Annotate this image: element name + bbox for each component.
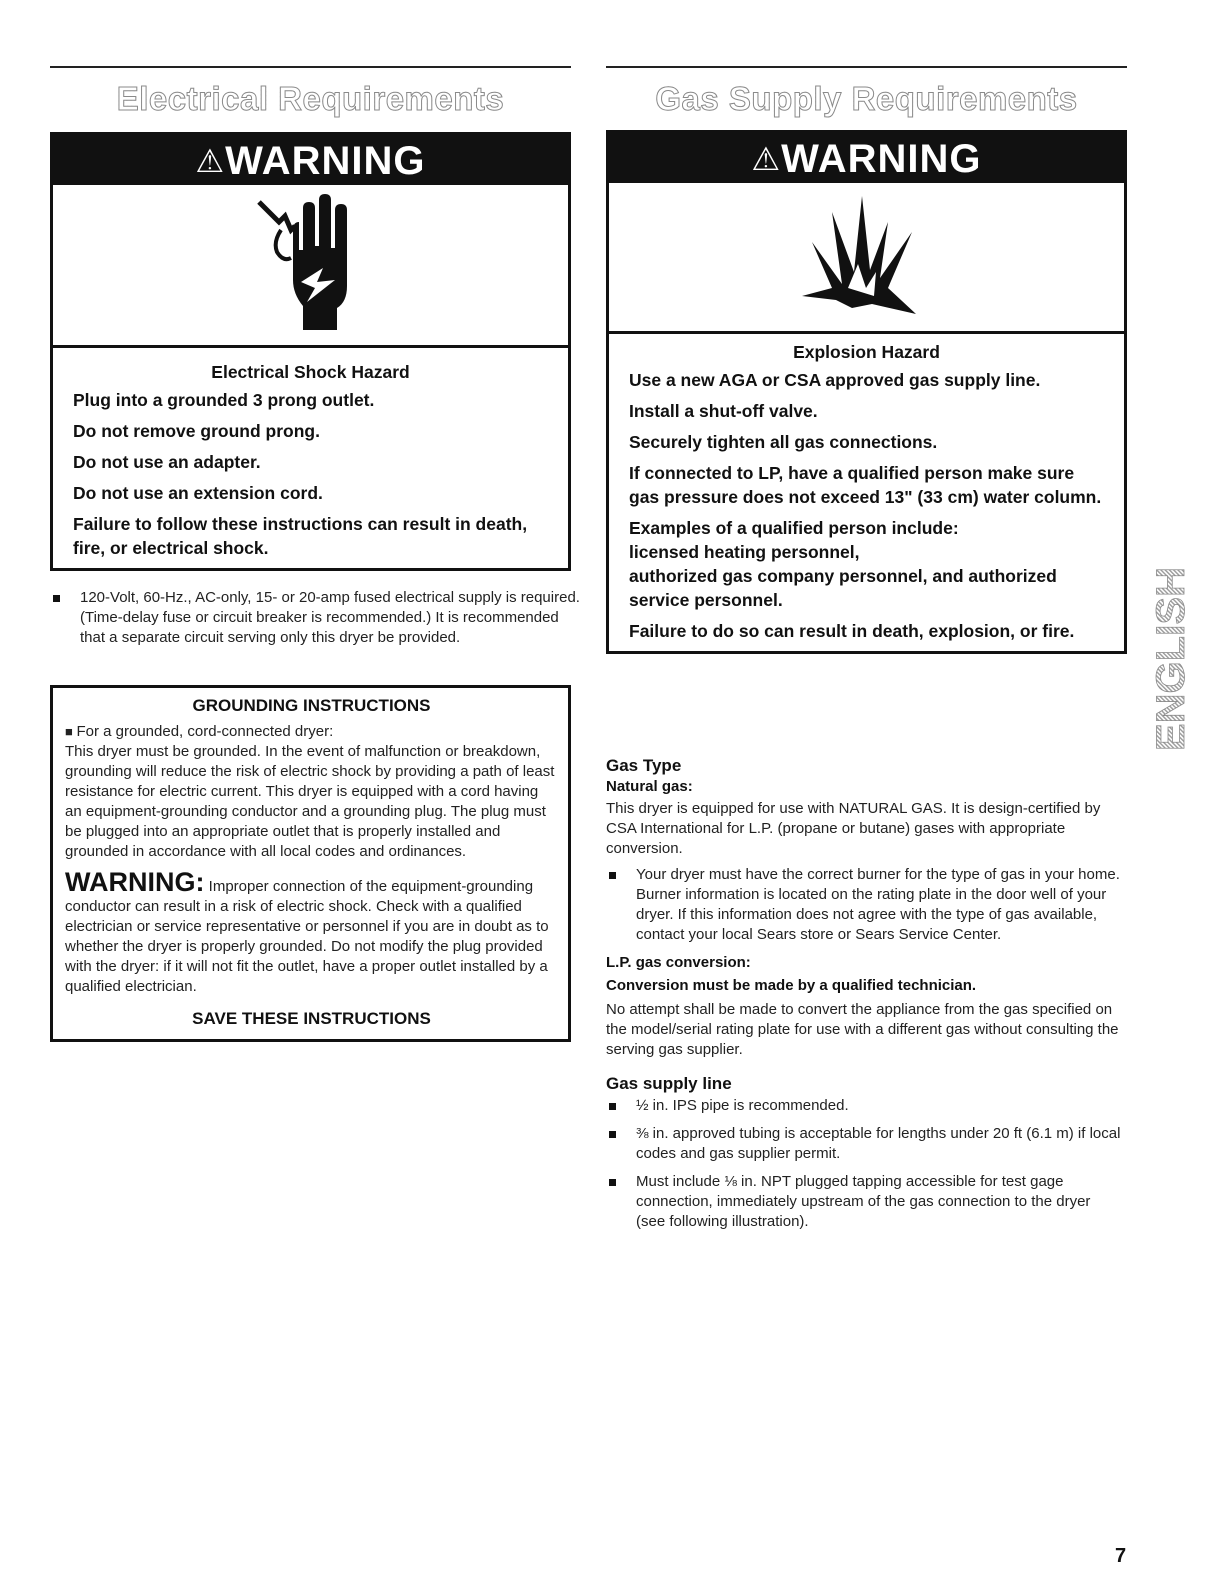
gas-supply-line-heading: Gas supply line	[606, 1074, 732, 1093]
warning-line: authorized gas company personnel, and authorized service personnel.	[629, 566, 1057, 610]
warning-line: If connected to LP, have a qualified person make sure gas pressure does not exceed 13" (33 cm) water column.	[629, 463, 1102, 507]
electrical-supply-bullet: 120-Volt, 60-Hz., AC-only, 15- or 20-amp fused electrical supply is required. (Time-delay fuse or circuit breaker is recommended.) It is recommended that a separate circuit serving only this dryer be provided.	[50, 588, 580, 648]
warning-line: Failure to follow these instructions can result in death, fire, or electrical shock.	[73, 514, 528, 558]
save-instructions: SAVE THESE INSTRUCTIONS	[192, 1009, 431, 1028]
warning-line: licensed heating personnel,	[629, 542, 860, 562]
electrical-warning-box	[50, 132, 571, 571]
side-tab-label: ENGLISH	[1151, 573, 1191, 751]
warning-header: ⚠WARNING	[609, 133, 1124, 183]
warning-triangle-icon: ⚠	[195, 143, 226, 179]
section-rule	[50, 66, 571, 68]
burner-bullet: Your dryer must have the correct burner for the type of gas in your home. Burner information is located on the rating plate in the door well of your dryer. If this information does not agree with the type of gas available, contact your local Sears store or Sears Service Center.	[606, 865, 1122, 945]
warning-line: Securely tighten all gas connections.	[629, 432, 938, 452]
grounding-bullet: ■ For a grounded, cord-connected dryer:	[65, 722, 558, 742]
supply-line-bullet: ½ in. IPS pipe is recommended.	[606, 1096, 1122, 1116]
warning-line: Examples of a qualified person include:	[629, 518, 959, 538]
lp-conversion-heading: L.P. gas conversion:	[606, 954, 751, 971]
grounding-instructions-box	[50, 685, 571, 1042]
grounding-warning-text: Improper connection of the equipment-grounding conductor can result in a risk of electric shock. Check with a qualified electrician or service representative or personnel if you are in doubt as to whether the dryer is properly grounded. Do not modify the plug provided with the dryer: if it will not fit the outlet, have a proper outlet installed by a qualified electrician.	[65, 878, 549, 995]
natural-gas-heading: Natural gas:	[606, 778, 693, 795]
hazard-title: Explosion Hazard	[793, 342, 940, 362]
gas-warning-box	[606, 130, 1127, 654]
grounding-text: This dryer must be grounded. In the event of malfunction or breakdown, grounding will reduce the risk of electric shock by providing a path of least resistance for electric current. This dryer is equipped with a cord having an equipment-grounding conductor and a grounding plug. The plug must be plugged into an appropriate outlet that is properly installed and grounded in accordance with all local codes and ordinances.	[65, 743, 555, 860]
warning-line: Failure to do so can result in death, explosion, or fire.	[629, 621, 1075, 641]
lp-conversion-text: No attempt shall be made to convert the appliance from the gas specified on the model/serial rating plate for use with a different gas without consulting the serving gas supplier.	[606, 1001, 1119, 1058]
gas-type-heading: Gas Type	[606, 756, 682, 775]
lp-conversion-bold: Conversion must be made by a qualified technician.	[606, 977, 977, 994]
electrical-warning-text	[53, 348, 568, 568]
gas-type-section	[606, 756, 1122, 1232]
warning-line: Do not use an extension cord.	[73, 483, 323, 503]
explosion-icon	[609, 183, 1124, 334]
warning-line: Use a new AGA or CSA approved gas supply line.	[629, 370, 1041, 390]
warning-line: Do not use an adapter.	[73, 452, 261, 472]
section-rule	[606, 66, 1127, 68]
warning-line: Do not remove ground prong.	[73, 421, 320, 441]
grounding-warning-word: WARNING:	[65, 867, 205, 897]
language-side-tab	[1151, 567, 1191, 753]
warning-triangle-icon: ⚠	[751, 141, 782, 177]
grounding-warning	[65, 867, 558, 997]
warning-header: ⚠WARNING	[53, 135, 568, 185]
warning-line: Install a shut-off valve.	[629, 401, 818, 421]
gas-section-title: Gas Supply Requirements	[606, 80, 1127, 118]
electrical-section-title: Electrical Requirements	[50, 80, 571, 118]
natural-gas-text: This dryer is equipped for use with NATURAL GAS. It is design-certified by CSA International for L.P. (propane or butane) gases with appropriate conversion.	[606, 800, 1101, 857]
warning-line: Plug into a grounded 3 prong outlet.	[73, 390, 375, 410]
supply-line-bullet: Must include ⅛ in. NPT plugged tapping accessible for test gage connection, immediately upstream of the gas connection to the dryer (see following illustration).	[606, 1172, 1122, 1232]
hazard-title: Electrical Shock Hazard	[211, 362, 410, 382]
electrical-shock-hand-icon	[53, 185, 568, 348]
gas-warning-text	[609, 334, 1124, 651]
page-number: 7	[1115, 1545, 1127, 1567]
supply-line-bullet: ⅜ in. approved tubing is acceptable for lengths under 20 ft (6.1 m) if local codes and gas supplier permit.	[606, 1124, 1122, 1164]
grounding-title: GROUNDING INSTRUCTIONS	[192, 696, 431, 715]
